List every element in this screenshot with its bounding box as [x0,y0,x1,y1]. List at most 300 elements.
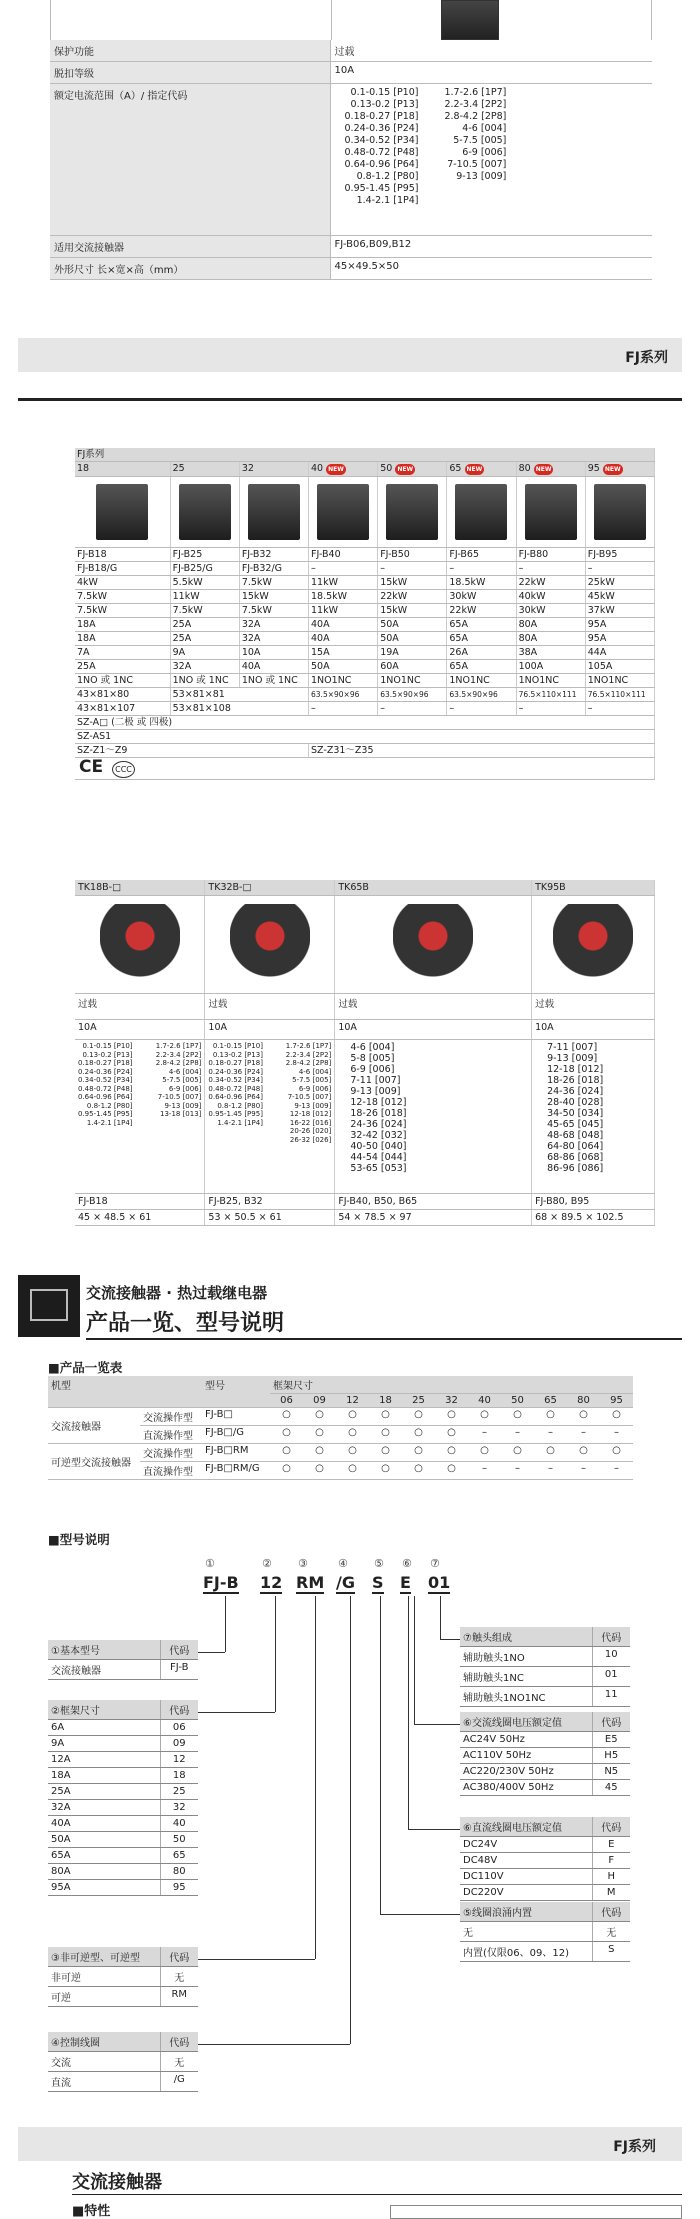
code-part: FJ-B [203,1573,239,1592]
contactor-image [179,484,231,540]
connector-line [408,1596,409,1829]
cell: – [378,702,447,716]
connector-line [414,1596,415,1724]
cell: FJ-B95 [585,548,654,562]
accessory: SZ-Z1～Z9 [75,744,309,758]
cell: 40A [309,618,378,632]
range-item: 0.48-0.72 [P48] [208,1084,263,1093]
availability: ○ [435,1462,468,1480]
frame-label: 25 [172,463,185,474]
box-code: 10 [592,1647,630,1667]
range-item: 7-11 [007] [350,1075,401,1086]
availability: ○ [270,1462,303,1480]
availability: ○ [534,1444,567,1462]
box-code-head: 代码 [592,1817,630,1837]
box-code-head: 代码 [160,1640,198,1660]
connector-line [440,1596,441,1639]
box-code: H5 [592,1748,630,1764]
protection: 过载 [205,994,335,1020]
range-item: 20-26 [020] [289,1127,332,1135]
code-number: ④ [338,1557,348,1570]
range-item: 45-65 [045] [547,1119,604,1130]
range-item: 9-13 [009] [547,1053,598,1064]
cell: 10A [239,646,308,660]
range-item: 6-9 [006] [462,147,507,158]
bottom-subtitle: ■特性 [72,2204,111,2219]
code-box [460,1817,630,1901]
box-code: 06 [160,1720,198,1736]
type-code: FJ-B□RM [202,1444,270,1462]
frame-size: 95 [600,1394,633,1408]
availability: ○ [402,1408,435,1426]
range-item: 12-18 [012] [547,1064,604,1075]
availability: ○ [303,1408,336,1426]
relay-head: TK95B [532,880,655,896]
operation: 直流操作型 [140,1462,202,1480]
cell: 7.5kW [239,576,308,590]
range-item: 9-13 [009] [294,1101,332,1110]
range-item: 13-18 [013] [160,1110,202,1118]
frame-label: 18 [77,463,90,474]
cell: 1NO 或 1NC [75,674,170,688]
code-part: RM [296,1573,325,1592]
box-label: 50A [48,1832,160,1848]
box-head: ⑦触头组成 [460,1627,592,1647]
availability: ○ [336,1426,369,1444]
value: FJ-B06,B09,B12 [330,236,652,258]
code-number: ① [205,1557,215,1570]
range-item: 2.8-4.2 [2P8] [444,111,507,122]
cell: FJ-B40 [309,548,378,562]
range-item: 2.2-3.4 [2P2] [444,99,507,110]
cell: – [309,702,378,716]
range-list-b [444,87,506,207]
accessory: SZ-A□ (二极 或 四极) [75,716,655,730]
series-bar [18,2127,682,2161]
cell: 25kW [585,576,654,590]
connector-line [440,1639,460,1640]
box-code: E [592,1837,630,1853]
frame-size: 18 [369,1394,402,1408]
availability: ○ [402,1426,435,1444]
box-label: 6A [48,1720,160,1736]
availability: ○ [402,1444,435,1462]
availability: – [600,1462,633,1480]
box-code: 50 [160,1832,198,1848]
dimensions: 68 × 89.5 × 102.5 [532,1210,655,1226]
protection: 过载 [75,994,205,1020]
box-code: 80 [160,1864,198,1880]
range-item: 86-96 [086] [547,1163,604,1174]
trip-class: 10A [532,1020,655,1040]
range-item: 44-54 [044] [350,1152,407,1163]
box-code: RM [160,1987,198,2007]
range-item: 0.8-1.2 [P80] [86,1101,133,1110]
frame-size [309,462,378,477]
range-item: 5-7.5 [005] [453,135,507,146]
range-item: 0.24-0.36 [P24] [344,123,419,134]
range-item: 0.8-1.2 [P80] [217,1101,263,1110]
cell: 22kW [378,590,447,604]
range-item: 7-10.5 [007] [287,1093,332,1101]
box-label: 18A [48,1768,160,1784]
code-box [48,2032,198,2092]
applicable: FJ-B18 [75,1194,205,1210]
contactor-cell [239,477,308,548]
box-code: M [592,1885,630,1901]
new-badge: NEW [397,466,414,473]
availability: – [501,1462,534,1480]
box-code: 32 [160,1800,198,1816]
range-item: 1.4-2.1 [1P4] [356,195,419,206]
contactor-image [248,484,300,540]
box-label: 无 [460,1922,592,1942]
frame-size: 80 [567,1394,600,1408]
frame-size [516,462,585,477]
contactor-cell [447,477,516,548]
range-item: 0.48-0.72 [P48] [78,1084,133,1093]
series-label: FJ系列 [613,2139,656,2155]
cell: 40kW [516,590,585,604]
range-list [338,1042,528,1174]
box-label: 32A [48,1800,160,1816]
value: 10A [330,62,652,84]
availability: ○ [435,1426,468,1444]
machine: 交流接触器 [48,1408,140,1444]
contactor-cell [170,477,239,548]
cell: 1NO1NC [378,674,447,688]
range-item: 24-36 [024] [547,1086,604,1097]
cell: 1NO1NC [447,674,516,688]
side-box [390,2205,682,2219]
frame-label: 65 [449,463,462,474]
availability: – [468,1462,501,1480]
cell: 63.5×90×96 [378,688,447,702]
relay-image [553,904,633,984]
series-bar [18,338,682,372]
availability: ○ [336,1444,369,1462]
range-list [156,1042,202,1127]
range-item: 9-13 [009] [164,1101,202,1110]
range-item: 0.18-0.27 [P18] [78,1059,133,1067]
connector-line [414,1724,460,1725]
availability: – [468,1426,501,1444]
relay-image [100,904,180,984]
availability: – [600,1426,633,1444]
range-item: 7-10.5 [007] [447,159,507,170]
box-label: 9A [48,1736,160,1752]
code-number: ③ [298,1557,308,1570]
value: 45×49.5×50 [330,258,652,280]
cell: 7.5kW [75,604,170,618]
range-item: 2.8-4.2 [2P8] [285,1059,332,1067]
contactor-cell [378,477,447,548]
code-part: 12 [260,1573,283,1592]
contactor-icon [18,1275,80,1337]
availability: ○ [369,1444,402,1462]
box-code-head: 代码 [160,1700,198,1720]
connector-line [380,1596,381,1914]
cell: 50A [378,632,447,646]
cell: 18.5kW [447,576,516,590]
label: 外形尺寸 长×宽×高（mm） [50,258,330,280]
cell: 63.5×90×96 [309,688,378,702]
cell: 105A [585,660,654,674]
cell: 15kW [378,576,447,590]
box-code: 18 [160,1768,198,1784]
code-part: S [372,1573,384,1592]
cell: 65A [447,632,516,646]
range-item: 0.34-0.52 [P34] [344,135,419,146]
protection: 过载 [335,994,532,1020]
code-box [48,1700,198,1896]
machine: 可逆型交流接触器 [48,1444,140,1480]
relay-image [441,0,499,40]
availability: ○ [369,1462,402,1480]
cell: – [447,702,516,716]
range-item: 4-6 [004] [168,1067,202,1076]
frame-size: 40 [468,1394,501,1408]
operation: 直流操作型 [140,1426,202,1444]
section-subtitle: 交流接触器 · 热过载继电器 [86,1284,268,1302]
contactor-cell [75,477,170,548]
range-item: 6-9 [006] [168,1084,202,1093]
contactor-cell [516,477,585,548]
type-code: FJ-B□ [202,1408,270,1426]
code-box [460,1712,630,1796]
range-item: 0.95-1.45 [P95] [78,1110,133,1118]
box-label: 交流 [48,2052,160,2072]
availability: – [534,1462,567,1480]
cell: 11kW [309,604,378,618]
cell: 9A [170,646,239,660]
cell: 11kW [309,576,378,590]
range-item: 1.4-2.1 [1P4] [217,1118,263,1127]
availability: ○ [435,1408,468,1426]
box-label: 40A [48,1816,160,1832]
range-item: 0.64-0.96 [P64] [208,1093,263,1101]
cell: – [585,702,654,716]
box-label: 可逆 [48,1987,160,2007]
frame-size: 12 [336,1394,369,1408]
contactor-cell [309,477,378,548]
box-code: 45 [592,1780,630,1796]
range-item: 0.1-0.15 [P10] [82,1042,133,1050]
cell: 19A [378,646,447,660]
cell: 18A [75,618,170,632]
cell: 15A [309,646,378,660]
connector-line [275,1596,276,1712]
cell: 7.5kW [75,590,170,604]
availability: ○ [369,1408,402,1426]
range-item: 1.4-2.1 [1P4] [86,1118,133,1127]
frame-size [239,462,308,477]
connector-line [198,1652,225,1653]
cell: FJ-B50 [378,548,447,562]
series-label: FJ系列 [625,350,668,366]
cell: – [516,562,585,576]
connector-line [350,1596,351,2044]
box-code: 25 [160,1784,198,1800]
cell: 30kW [516,604,585,618]
label: 保护功能 [50,40,330,62]
bottom-title: 交流接触器 [72,2172,162,2193]
range-item: 6-9 [006] [350,1064,395,1075]
box-head: ②框架尺寸 [48,1700,160,1720]
trip-class: 10A [335,1020,532,1040]
box-label: 25A [48,1784,160,1800]
box-head: ⑥直流线圈电压额定值 [460,1817,592,1837]
operation: 交流操作型 [140,1408,202,1426]
range-item: 4-6 [004] [298,1067,332,1076]
relay-table [75,880,655,1226]
range-item: 0.64-0.96 [P64] [78,1093,133,1101]
box-label: 内置(仅限06、09、12) [460,1942,592,1962]
range-item: 12-18 [012] [350,1097,407,1108]
cell: 11kW [170,590,239,604]
cell: 7A [75,646,170,660]
cell: 32A [239,618,308,632]
type-code: FJ-B□RM/G [202,1462,270,1480]
relay-image [393,904,473,984]
cell: 65A [447,618,516,632]
box-code: 12 [160,1752,198,1768]
frame-size: 09 [303,1394,336,1408]
box-code: 40 [160,1816,198,1832]
dimensions: 53 × 50.5 × 61 [205,1210,335,1226]
code-part: /G [336,1573,355,1592]
availability: ○ [600,1444,633,1462]
cell: 65A [447,660,516,674]
section-title: 产品一览、型号说明 [86,1311,285,1336]
box-label: AC220/230V 50Hz [460,1764,592,1780]
cell: 7.5kW [239,604,308,618]
box-code: E5 [592,1732,630,1748]
range-item: 2.2-3.4 [2P2] [285,1050,332,1059]
new-badge: NEW [466,466,483,473]
cell: 40A [239,660,308,674]
availability: ○ [468,1408,501,1426]
box-label: 辅助触头1NO1NC [460,1687,592,1707]
frame-label: 95 [587,463,600,474]
contactor-image [317,484,369,540]
cell: 15kW [378,604,447,618]
s1-spec-table [50,40,652,280]
cell: 63.5×90×96 [447,688,516,702]
relay-head: TK18B-□ [75,880,205,896]
frame-size: 25 [402,1394,435,1408]
range-item: 32-42 [032] [350,1130,407,1141]
s1-image-row [50,0,652,40]
cell: 1NO 或 1NC [239,674,308,688]
frame-size [75,462,170,477]
cell: FJ-B32/G [239,562,308,576]
cell: 22kW [516,576,585,590]
accessory: SZ-Z31～Z35 [309,744,655,758]
value: 过载 [330,40,652,62]
cell: 43×81×80 [75,688,170,702]
range-list-a [345,87,419,207]
operation: 交流操作型 [140,1444,202,1462]
box-head: ①基本型号 [48,1640,160,1660]
box-label: DC110V [460,1869,592,1885]
box-code: /G [160,2072,198,2092]
dimensions: 54 × 78.5 × 97 [335,1210,532,1226]
cell: 60A [378,660,447,674]
range-item: 0.13-0.2 [P13] [82,1050,133,1059]
head-type: 型号 [202,1376,270,1408]
series-head: FJ系列 [75,448,655,462]
cell: FJ-B65 [447,548,516,562]
applicable: FJ-B40, B50, B65 [335,1194,532,1210]
divider [86,1338,682,1340]
availability: ○ [336,1408,369,1426]
range-item: 4-6 [004] [350,1042,395,1053]
box-code: 01 [592,1667,630,1687]
range-item: 9-13 [009] [456,171,507,182]
cell: 95A [585,618,654,632]
box-code: 65 [160,1848,198,1864]
range-item: 16-22 [016] [289,1118,332,1127]
frame-label: 40 [311,463,324,474]
box-label: AC380/400V 50Hz [460,1780,592,1796]
contactor-table [75,448,655,780]
range-item: 34-50 [034] [547,1108,604,1119]
availability: ○ [501,1408,534,1426]
frame-size [585,462,654,477]
cell: 53×81×81 [170,688,308,702]
box-label: 交流接触器 [48,1660,160,1680]
range-item: 7-10.5 [007] [157,1093,202,1101]
range-item: 5-7.5 [005] [292,1076,332,1084]
box-label: DC48V [460,1853,592,1869]
box-code-head: 代码 [160,1947,198,1967]
availability: ○ [369,1426,402,1444]
code-number: ⑤ [374,1557,384,1570]
range-item: 0.13-0.2 [P13] [212,1050,263,1059]
cell: FJ-B18 [75,548,170,562]
range-item: 26-32 [026] [289,1135,332,1144]
availability: ○ [567,1444,600,1462]
divider [18,398,682,401]
availability: ○ [501,1444,534,1462]
cell: – [309,562,378,576]
cell: 18.5kW [309,590,378,604]
cell: 5.5kW [170,576,239,590]
divider [72,2194,682,2195]
availability: ○ [270,1408,303,1426]
code-number: ⑦ [430,1557,440,1570]
frame-label: 80 [518,463,531,474]
contactor-image [455,484,507,540]
box-code: F [592,1853,630,1869]
connector-line [198,1959,315,1960]
box-label: 12A [48,1752,160,1768]
range-item: 1.7-2.6 [1P7] [155,1042,202,1050]
label: 脱扣等级 [50,62,330,84]
range-item: 0.95-1.45 [P95] [344,183,419,194]
box-label: DC24V [460,1837,592,1853]
box-label: DC220V [460,1885,592,1901]
ce-mark: CE [79,757,104,777]
code-number: ⑥ [402,1557,412,1570]
availability: ○ [303,1462,336,1480]
accessory: SZ-AS1 [75,730,655,744]
box-code: FJ-B [160,1660,198,1680]
cell: 80A [516,618,585,632]
connector-line [198,2044,350,2045]
cell: 45kW [585,590,654,604]
